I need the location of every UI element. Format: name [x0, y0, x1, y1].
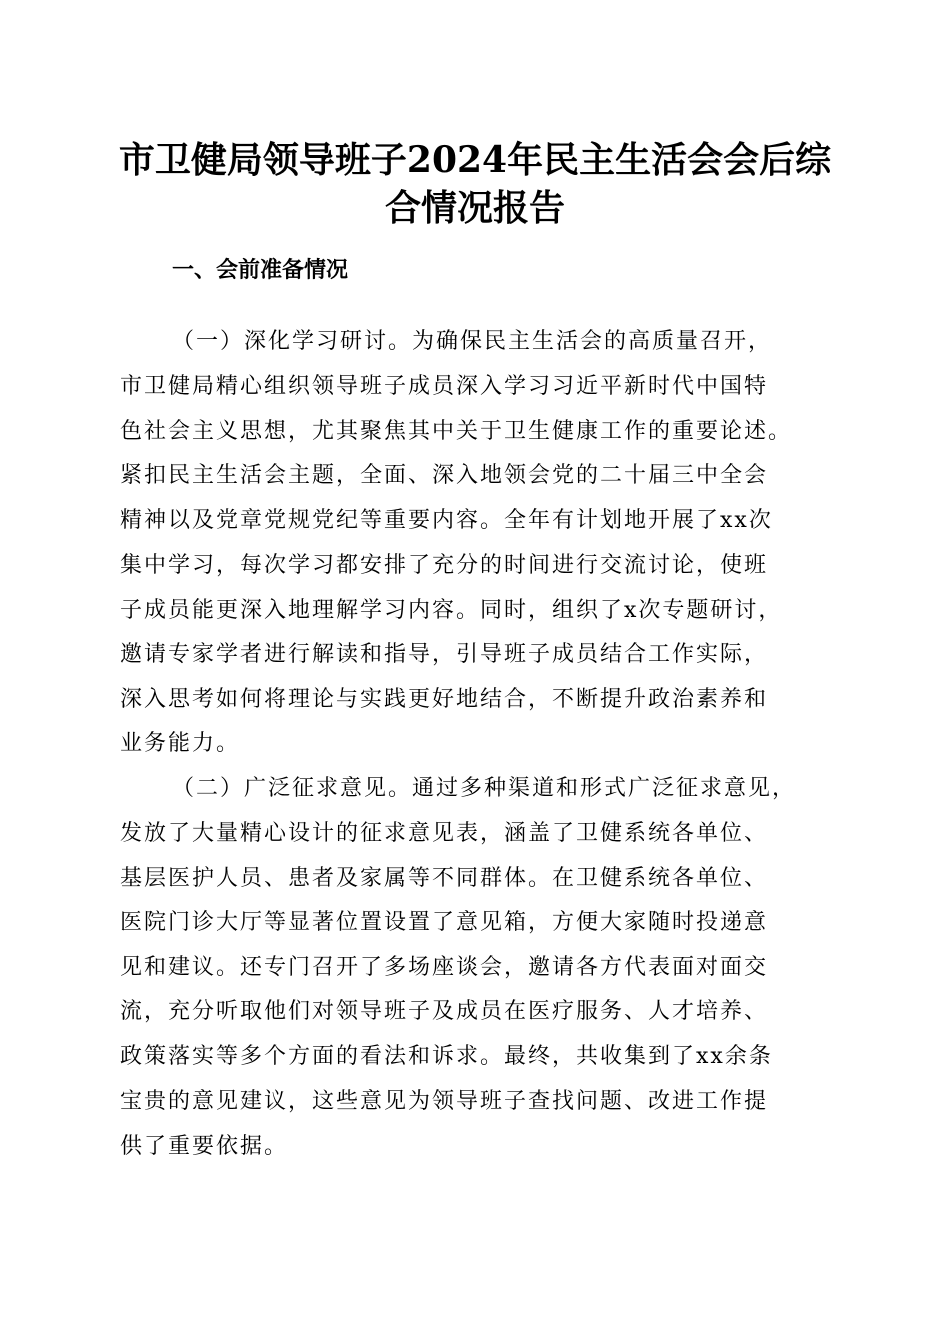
paragraph-2-line-9: 供了重要依据。	[120, 1134, 289, 1159]
paragraph-1-line-5: 精神以及党章党规党纪等重要内容。全年有计划地开展了xx次	[120, 508, 773, 533]
paragraph-1-line-8: 邀请专家学者进行解读和指导，引导班子成员结合工作实际，	[120, 642, 769, 667]
paragraph-2-line-3: 基层医护人员、患者及家属等不同群体。在卫健系统各单位、	[120, 866, 769, 891]
document-title-line-1: 市卫健局领导班子2024年民主生活会会后综	[118, 139, 832, 181]
paragraph-1-line-6: 集中学习，每次学习都安排了充分的时间进行交流讨论，使班	[120, 553, 769, 578]
paragraph-1-line-7: 子成员能更深入地理解学习内容。同时，组织了x次专题研讨，	[120, 598, 783, 623]
paragraph-2-line-7: 政策落实等多个方面的看法和诉求。最终，共收集到了xx余条	[120, 1044, 773, 1069]
paragraph-2-line-6: 流，充分听取他们对领导班子及成员在医疗服务、人才培养、	[120, 999, 769, 1024]
paragraph-1-line-4: 紧扣民主生活会主题，全面、深入地领会党的二十届三中全会	[120, 463, 769, 488]
paragraph-2-line-1: （二）广泛征求意见。通过多种渠道和形式广泛征求意见，	[172, 776, 797, 801]
paragraph-1-line-1: （一）深化学习研讨。为确保民主生活会的高质量召开，	[172, 329, 773, 354]
paragraph-2-line-2: 发放了大量精心设计的征求意见表，涵盖了卫健系统各单位、	[120, 821, 769, 846]
paragraph-2-line-4: 医院门诊大厅等显著位置设置了意见箱，方便大家随时投递意	[120, 910, 769, 935]
paragraph-1-line-2: 市卫健局精心组织领导班子成员深入学习习近平新时代中国特	[120, 374, 769, 399]
document-title-line-2: 合情况报告	[384, 187, 565, 229]
paragraph-1-line-10: 业务能力。	[120, 731, 241, 756]
paragraph-1-line-9: 深入思考如何将理论与实践更好地结合，不断提升政治素养和	[120, 687, 769, 712]
paragraph-1-line-3: 色社会主义思想，尤其聚焦其中关于卫生健康工作的重要论述。	[120, 419, 793, 444]
section-heading: 一、会前准备情况	[172, 258, 349, 283]
paragraph-2-line-8: 宝贵的意见建议，这些意见为领导班子查找问题、改进工作提	[120, 1089, 769, 1114]
paragraph-2-line-5: 见和建议。还专门召开了多场座谈会，邀请各方代表面对面交	[120, 955, 769, 980]
